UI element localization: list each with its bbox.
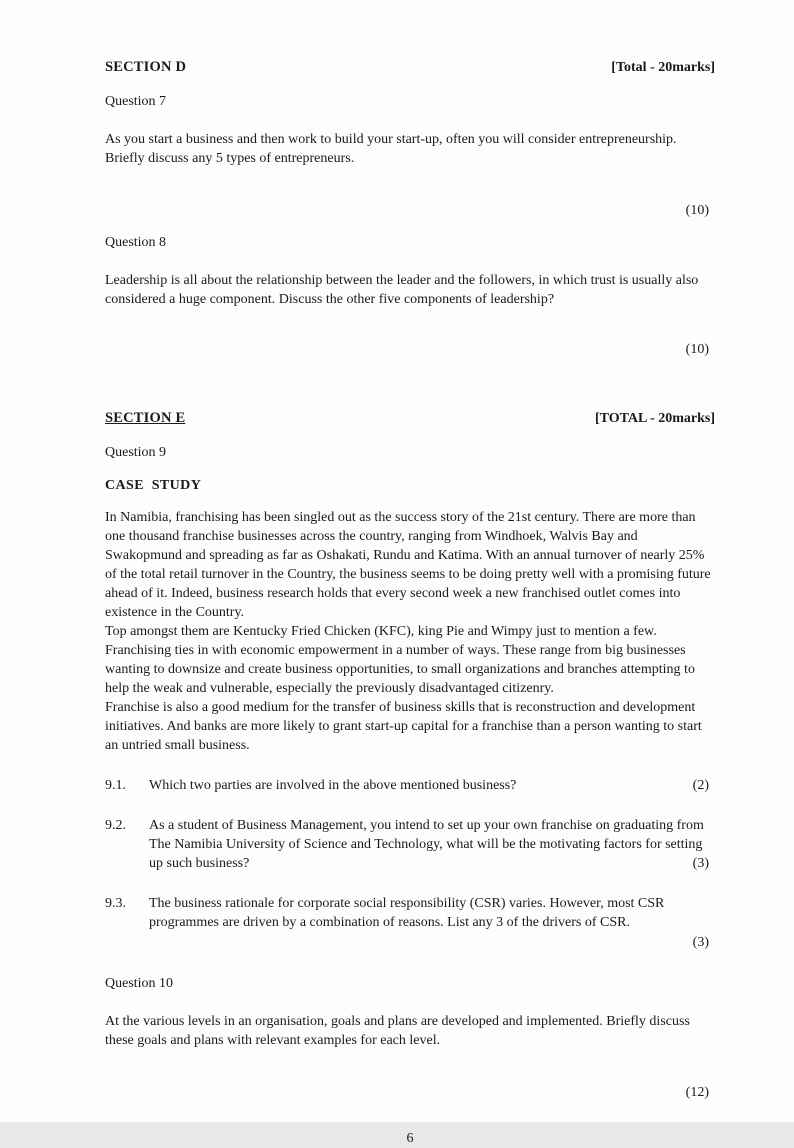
subquestion-text: The business rationale for corporate social responsibility (CSR) varies. However, most CSR programmes are driven by a combination of reasons. List any 3 of the drivers of CSR. xyxy=(149,896,665,930)
case-study-paragraph: In Namibia, franchising has been singled out as the success story of the 21st century. There are more than one thousand franchise businesses across the country, ranging from Windhoek, Walvis Bay and Swakopmund and spreading as far as Oshakati, Rundu and Katima. With an annual turnover of nearly 25% of the total retail turnover in the Country, the business seems to be doing pretty well with a promising future ahead of it. Indeed, business research holds that every second week a new franchised outlet comes into existence in the Country. xyxy=(105,510,711,620)
question-10-marks: (12) xyxy=(685,1085,709,1100)
subquestion-number: 9.2. xyxy=(105,818,126,833)
section-e-total-marks: [TOTAL - 20marks] xyxy=(594,411,715,426)
section-d-title: SECTION D xyxy=(105,59,187,75)
case-study-paragraph: Top amongst them are Kentucky Fried Chicken (KFC), king Pie and Wimpy just to mention a few. Franchising ties in with economic empowerment in a number of ways. These range from big businesses wanting to downsize and create business opportunities, to small organizations and branches attempting to help the weak and vulnerable, especially the previously disadvantaged citizenry. xyxy=(105,624,695,696)
subquestion-marks: (3) xyxy=(692,935,709,950)
question-9-label: Question 9 xyxy=(105,445,167,460)
subquestions xyxy=(105,776,715,952)
question-7-text: As you start a business and then work to build your start-up, often you will consider entrepreneurship. Briefly discuss any 5 types of entrepreneurs. xyxy=(105,132,677,166)
question-10-label: Question 10 xyxy=(105,976,174,991)
subquestion-marks: (3) xyxy=(692,856,709,871)
subquestion-text: Which two parties are involved in the above mentioned business? xyxy=(149,778,517,793)
subquestion-9-2 xyxy=(105,816,715,873)
section-d-total-marks: [Total - 20marks] xyxy=(611,60,715,75)
section-d-heading-row xyxy=(105,58,715,77)
subquestion-body xyxy=(149,894,715,952)
question-8-text: Leadership is all about the relationship between the leader and the followers, in which trust is usually also considered a huge component. Discuss the other five components of leadership? xyxy=(105,273,699,307)
section-e-title: SECTION E xyxy=(105,410,186,426)
question-10-text: At the various levels in an organisation, goals and plans are developed and implemented. Briefly discuss these goals and plans with relevant examples for each level. xyxy=(105,1014,690,1048)
question-8-label: Question 8 xyxy=(105,235,167,250)
subquestion-text: As a student of Business Management, you intend to set up your own franchise on graduating from The Namibia University of Science and Technology, what will be the motivating factors for setting up such business? xyxy=(149,818,704,871)
question-7-label: Question 7 xyxy=(105,94,167,109)
case-study-body xyxy=(105,508,715,755)
subquestion-number: 9.3. xyxy=(105,896,126,911)
subquestion-9-1 xyxy=(105,776,715,795)
case-study-heading: CASE STUDY xyxy=(105,478,202,493)
question-8-marks: (10) xyxy=(685,342,709,357)
subquestion-9-3 xyxy=(105,894,715,952)
case-study-paragraph: Franchise is also a good medium for the transfer of business skills that is reconstruction and development initiatives. And banks are more likely to grant start-up capital for a franchise than a person wanting to start an untried small business. xyxy=(105,700,702,753)
section-e-heading-row xyxy=(105,409,715,428)
subquestion-number: 9.1. xyxy=(105,778,126,793)
question-7-marks: (10) xyxy=(685,203,709,218)
subquestion-marks: (2) xyxy=(692,778,709,793)
subquestion-body xyxy=(149,816,715,873)
subquestion-body xyxy=(149,776,715,795)
page-number: 6 xyxy=(406,1131,414,1146)
